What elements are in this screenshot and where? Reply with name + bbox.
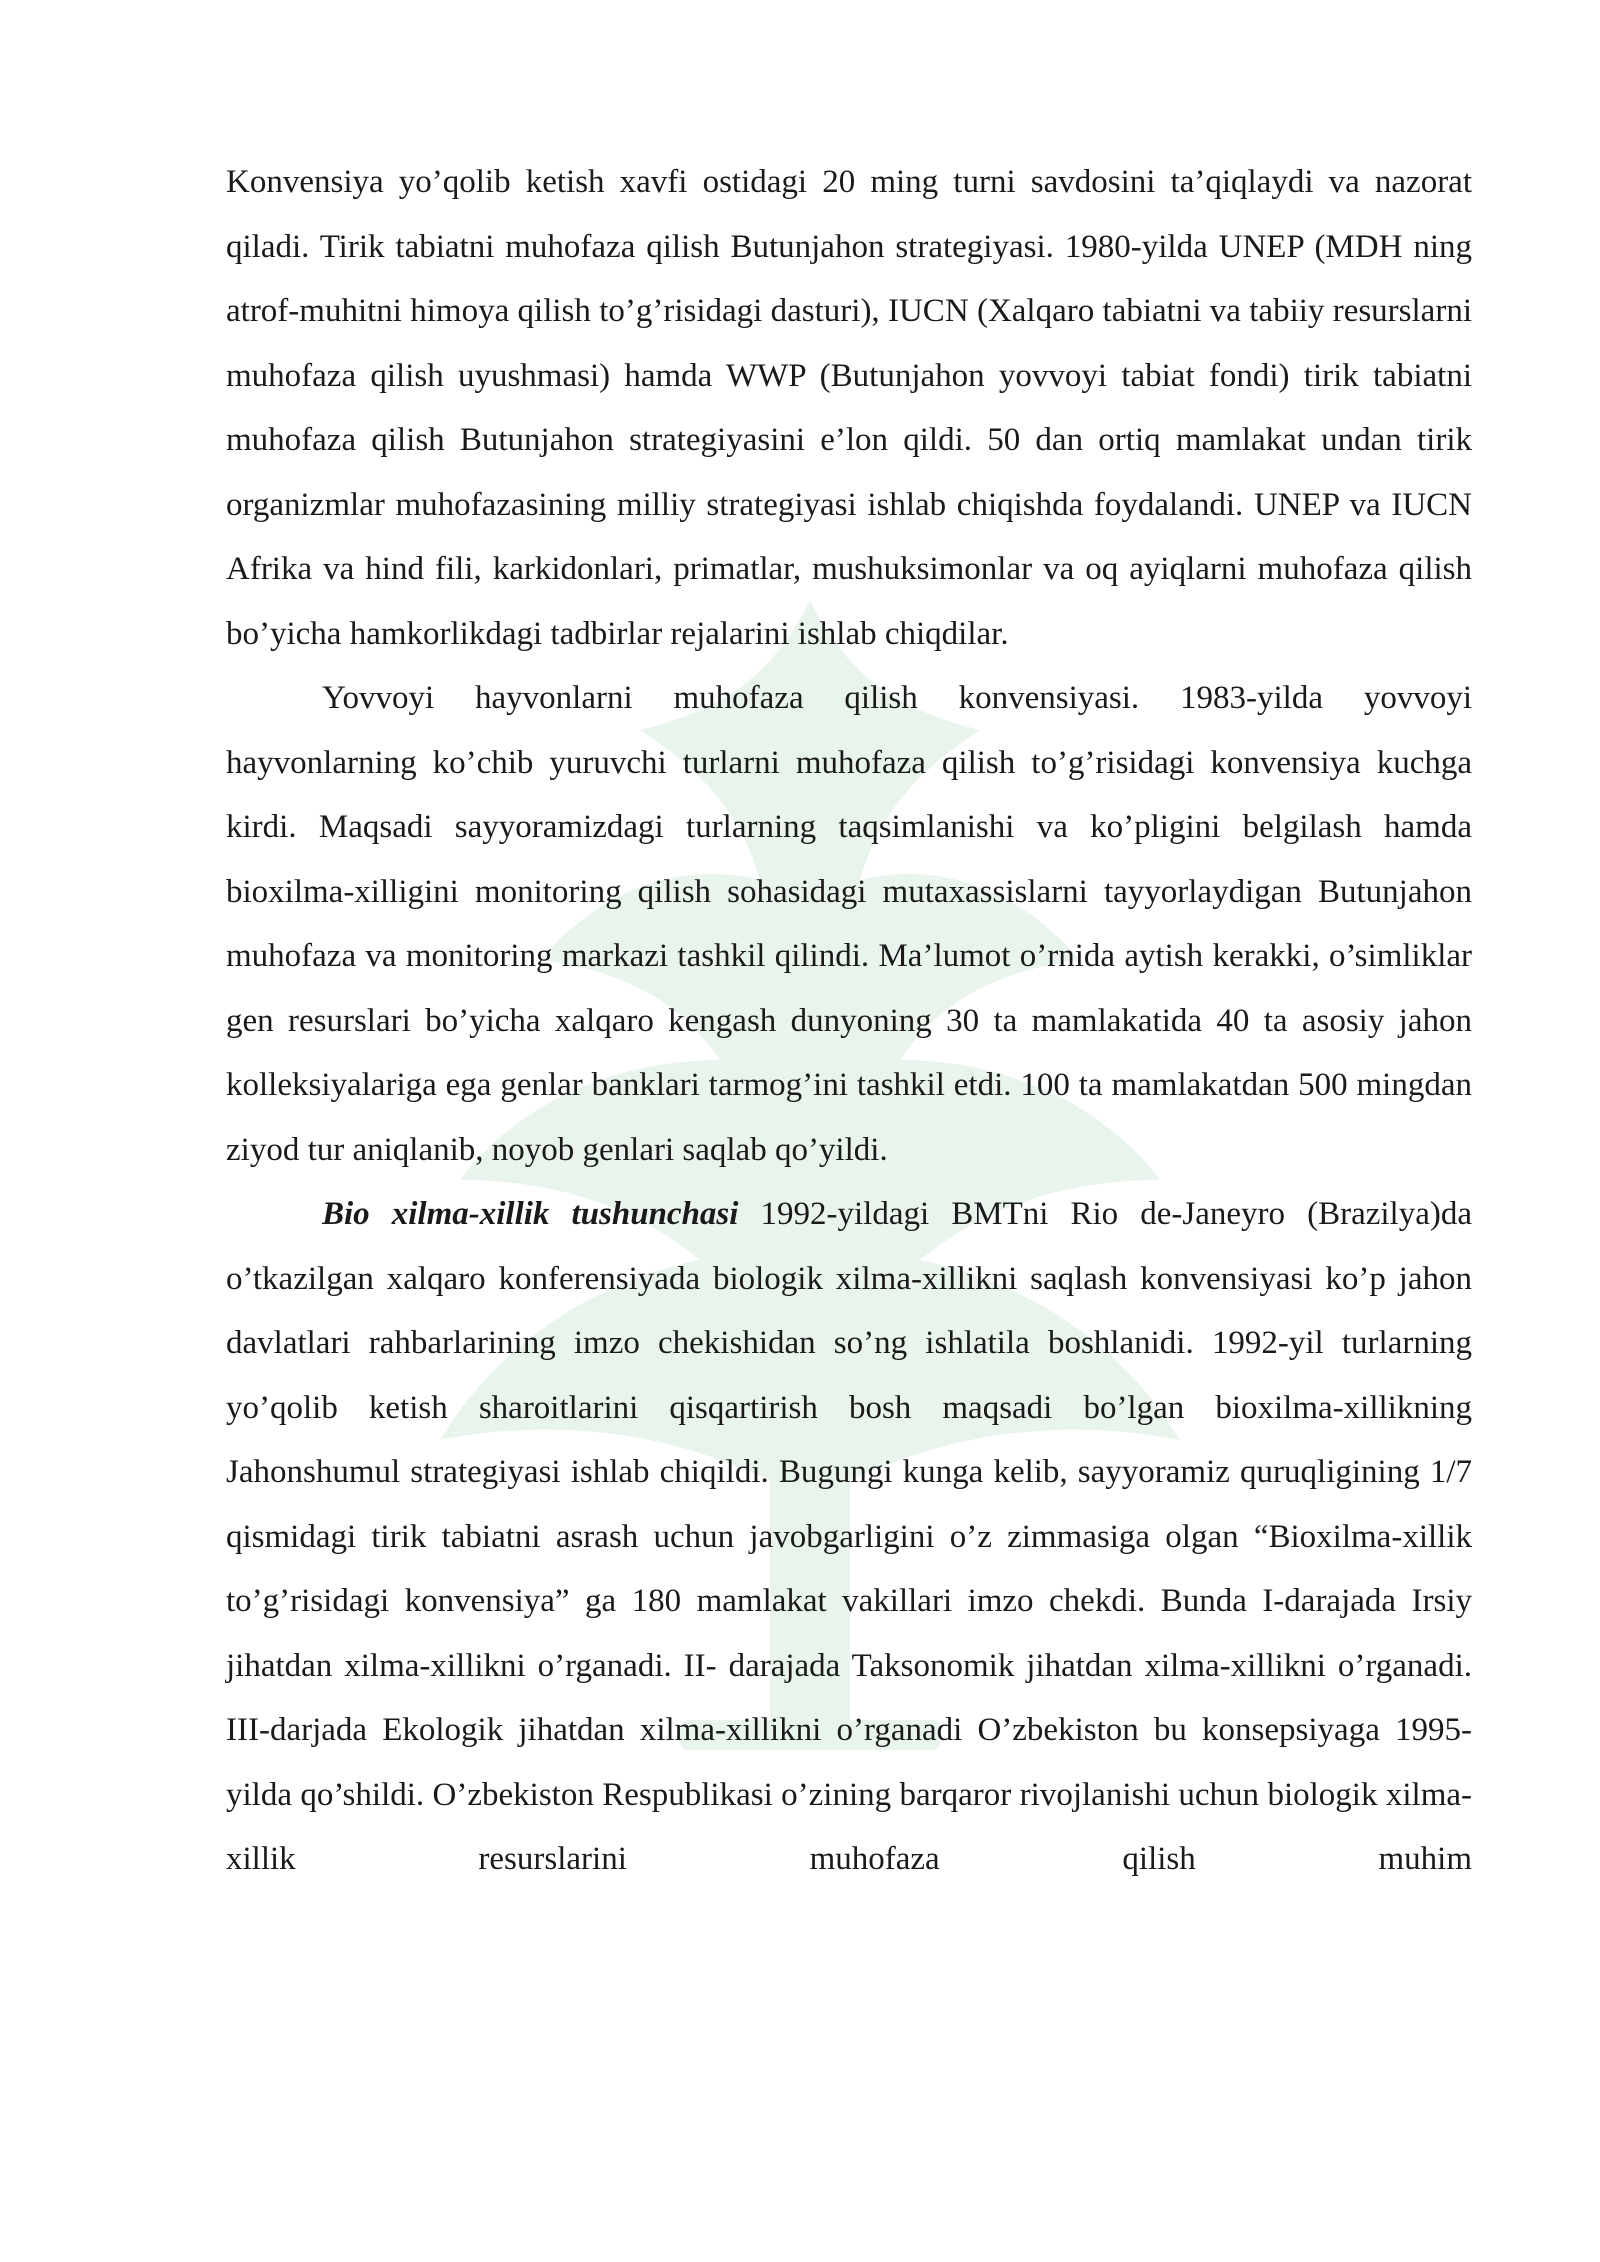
paragraph-3-term: Bio xilma-xillik tushunchasi (322, 1196, 739, 1232)
paragraph-3-text: 1992-yildagi BMTni Rio de-Janeyro (Brazilya)da o’tkazilgan xalqaro konferensiyada biologik xilma-xillikni saqlash konvensiyasi ko’p jahon davlatlari rahbarlarining imzo chekishidan so’ng ishlatila boshlanidi. 1992-yil turlarning yo’qolib ketish sharoitlarini qisqartirish bosh maqsadi bo’lgan bioxilma-xillikning Jahonshumul strategiyasi ishlab chiqildi. Bugungi kunga kelib, sayyoramiz quruqligining 1/7 qismidagi tirik tabiatni asrash uchun javobgarligini o’z zimmasiga olgan “Bioxilma-xillik to’g’risidagi konvensiya” ga 180 mamlakat vakillari imzo chekdi. Bunda I-darajada Irsiy jihatdan xilma-xillikni o’rganadi. II- darajada Taksonomik jihatdan xilma-xillikni o’rganadi. III-darjada Ekologik jihatdan xilma-xillikni o’rganadi O’zbekiston bu konsepsiyaga 1995-yilda qo’shildi. O’zbekiston Respublikasi o’zining barqaror rivojlanishi uchun biologik xilma-xillik resurslarini muhofaza qilish muhim (226, 1196, 1472, 1877)
document-body (226, 150, 1472, 1892)
paragraph-3 (226, 1182, 1472, 1892)
paragraph-2: Yovvoyi hayvonlarni muhofaza qilish konvensiyasi. 1983-yilda yovvoyi hayvonlarning ko’chib yuruvchi turlarni muhofaza qilish to’g’risidagi konvensiya kuchga kirdi. Maqsadi sayyoramizdagi turlarning taqsimlanishi va ko’pligini belgilash hamda bioxilma-xilligini monitoring qilish sohasidagi mutaxassislarni tayyorlaydigan Butunjahon muhofaza va monitoring markazi tashkil qilindi. Ma’lumot o’rnida aytish kerakki, o’simliklar gen resurslari bo’yicha xalqaro kengash dunyoning 30 ta mamlakatida 40 ta asosiy jahon kolleksiyalariga ega genlar banklari tarmog’ini tashkil etdi. 100 ta mamlakatdan 500 mingdan ziyod tur aniqlanib, noyob genlari saqlab qo’yildi. (226, 680, 1472, 1168)
paragraph-1: Konvensiya yo’qolib ketish xavfi ostidagi 20 ming turni savdosini ta’qiqlaydi va nazorat qiladi. Tirik tabiatni muhofaza qilish Butunjahon strategiyasi. 1980-yilda UNEP (MDH ning atrof-muhitni himoya qilish to’g’risidagi dasturi), IUCN (Xalqaro tabiatni va tabiiy resurslarni muhofaza qilish uyushmasi) hamda WWP (Butunjahon yovvoyi tabiat fondi) tirik tabiatni muhofaza qilish Butunjahon strategiyasini e’lon qildi. 50 dan ortiq mamlakat undan tirik organizmlar muhofazasining milliy strategiyasi ishlab chiqishda foydalandi. UNEP va IUCN Afrika va hind fili, karkidonlari, primatlar, mushuksimonlar va oq ayiqlarni muhofaza qilish bo’yicha hamkorlikdagi tadbirlar rejalarini ishlab chiqdilar. (226, 164, 1472, 652)
